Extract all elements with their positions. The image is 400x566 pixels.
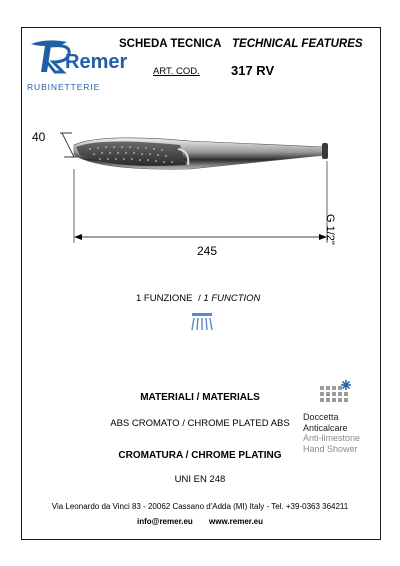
badge-line1-en: Anti-limestone [303,433,361,443]
materials-value: ABS CROMATO / CHROME PLATED ABS [110,418,290,429]
title-italian: SCHEDA TECNICA [119,38,222,50]
plating-standard: UNI EN 248 [174,474,226,485]
connection-thread: G 1/2" [324,214,336,245]
article-code-label: ART. COD. [153,66,200,77]
logo-subtitle: RUBINETTERIE [27,82,101,92]
email-link[interactable]: info@remer.eu [136,517,193,526]
function-italian: 1 FUNZIONE [136,293,193,304]
website-link[interactable]: www.remer.eu [209,517,263,526]
dim-40-arrow [62,133,74,157]
dimension-length: 245 [197,244,218,258]
title-english: TECHNICAL FEATURES [232,38,363,50]
dim-245-arrow-left [74,234,82,240]
shower-spray-icon [190,312,214,332]
function-label [136,293,260,304]
badge-line1-it: Doccetta [303,412,339,422]
company-address: Via Leonardo da Vinci 83 - 20062 Cassano d'Adda (MI) Italy - Tel. +39-0363 364211 [51,502,349,511]
contact-line [0,517,400,526]
page-frame [21,27,381,540]
hand-shower-drawing [40,125,360,245]
logo-wordmark: Remer [65,51,128,73]
dimension-height: 40 [32,130,46,144]
function-english: 1 FUNCTION [203,293,261,304]
plating-title: CROMATURA / CHROME PLATING [118,450,282,461]
materials-title: MATERIALI / MATERIALS [140,392,260,403]
function-separator: / [198,293,201,304]
article-code-value: 317 RV [231,63,275,78]
badge-line2-en: Hand Shower [303,443,358,454]
hose-connector [322,143,328,159]
badge-line2-it: Anticalcare [303,422,348,433]
anti-limestone-icon [318,378,354,408]
anti-limestone-badge [303,412,360,454]
